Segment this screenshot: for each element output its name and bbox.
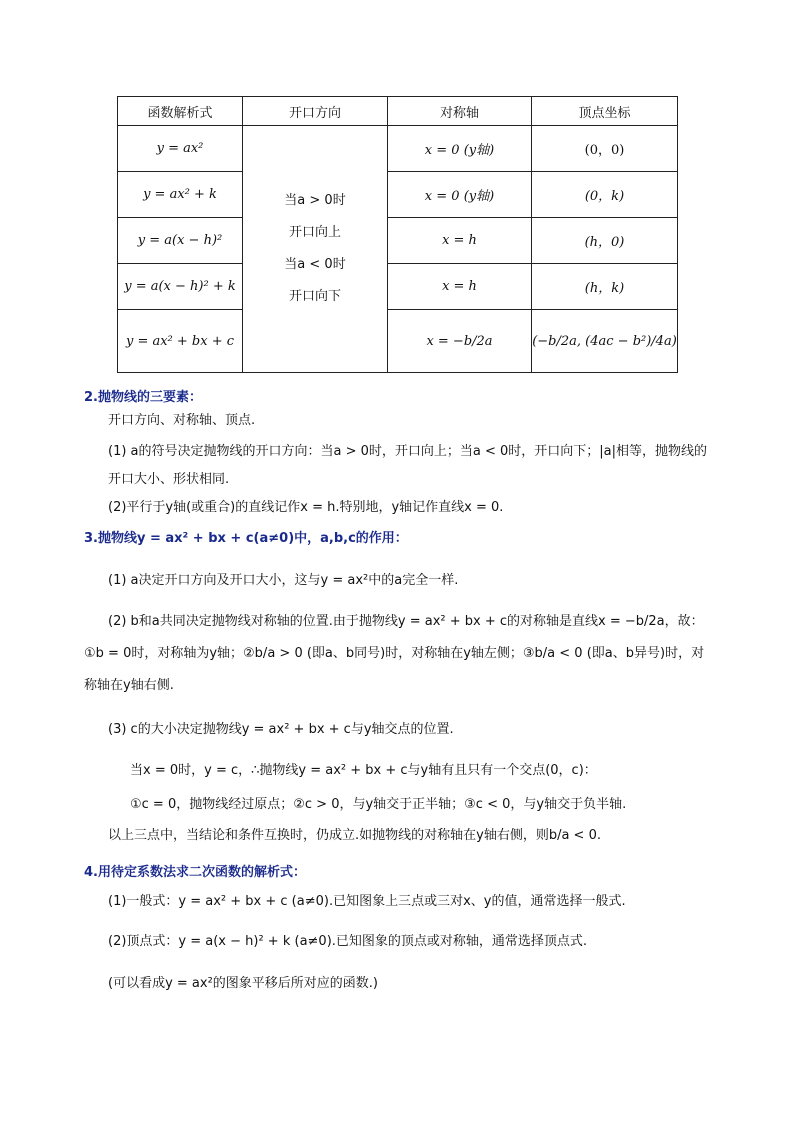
cell-axis: x = h — [388, 264, 532, 310]
open-down: 开口向下 — [288, 289, 341, 304]
cell-vertex: (h，0) — [532, 218, 678, 264]
section4-item1: (1)一般式：y = ax² + bx + c (a≠0).已知图象上三点或三对x、y的值，通常选择一般式. — [108, 894, 626, 909]
cell-open-direction — [243, 126, 388, 373]
open-up: 开口向上 — [288, 225, 341, 240]
section2-item1: (1) a的符号决定抛物线的开口方向：当a > 0时，开口向上；当a < 0时，开口向下；|a|相等，抛物线的开口大小、形状相同. — [108, 444, 708, 487]
section2-intro: 开口方向、对称轴、顶点. — [108, 413, 256, 428]
cell-vertex: (0，k) — [532, 172, 678, 218]
cell-formula: y = a(x − h)² — [118, 218, 243, 264]
section3-heading: 3.抛物线y = ax² + bx + c(a≠0)中，a,b,c的作用： — [84, 531, 408, 546]
section3-item1: (1) a决定开口方向及开口大小，这与y = ax²中的a完全一样. — [108, 573, 459, 588]
section4-heading: 4.用待定系数法求二次函数的解析式： — [84, 865, 306, 880]
cell-axis: x = −b/2a — [388, 310, 532, 373]
cell-axis: x = h — [388, 218, 532, 264]
header-formula: 函数解析式 — [118, 97, 243, 126]
cell-axis: x = 0 (y轴) — [388, 126, 532, 172]
cell-formula: y = ax² + k — [118, 172, 243, 218]
cell-vertex: (h，k) — [532, 264, 678, 310]
header-vertex: 顶点坐标 — [532, 97, 678, 126]
open-cond-negative: 当a < 0时 — [284, 257, 346, 272]
table-row — [118, 126, 678, 172]
table-row — [118, 310, 678, 373]
cell-axis: x = 0 (y轴) — [388, 172, 532, 218]
header-open-direction: 开口方向 — [243, 97, 388, 126]
section3-item3-cases: ①c = 0，抛物线经过原点；②c > 0，与y轴交于正半轴；③c < 0，与y轴交于负半轴. — [130, 797, 627, 812]
section3-conclusion: 以上三点中，当结论和条件互换时，仍成立.如抛物线的对称轴在y轴右侧，则b/a < 0. — [108, 828, 601, 843]
section4-note: (可以看成y = ax²的图象平移后所对应的函数.) — [108, 976, 378, 991]
cell-vertex: (−b/2a, (4ac − b²)/4a) — [532, 310, 678, 373]
section3-item3: (3) c的大小决定抛物线y = ax² + bx + c与y轴交点的位置. — [108, 722, 454, 737]
section3-item2: (2) b和a共同决定抛物线对称轴的位置.由于抛物线y = ax² + bx + c的对称轴是直线x = −b/2a，故：①b = 0时，对称轴为y轴；②b/a > 0 (即a、b同号)时，对称轴在y轴左侧；③b/a < 0 (即a、b异号)时，对称轴在y轴右侧. — [84, 614, 705, 693]
header-axis: 对称轴 — [388, 97, 532, 126]
open-cond-positive: 当a > 0时 — [284, 193, 346, 208]
table-header-row — [118, 97, 678, 126]
cell-formula: y = ax² — [118, 126, 243, 172]
quadratic-function-table — [117, 96, 678, 373]
table-row — [118, 264, 678, 310]
cell-formula: y = ax² + bx + c — [118, 310, 243, 373]
cell-vertex: (0，0) — [532, 126, 678, 172]
section4-item2: (2)顶点式：y = a(x − h)² + k (a≠0).已知图象的顶点或对称轴，通常选择顶点式. — [108, 934, 588, 949]
table-row — [118, 218, 678, 264]
section2-heading: 2.抛物线的三要素： — [84, 390, 202, 405]
section3-item3-detail: 当x = 0时，y = c，∴抛物线y = ax² + bx + c与y轴有且只有一个交点(0，c)： — [130, 763, 597, 778]
table-row — [118, 172, 678, 218]
section2-item2: (2)平行于y轴(或重合)的直线记作x = h.特别地，y轴记作直线x = 0. — [108, 500, 504, 515]
cell-formula: y = a(x − h)² + k — [118, 264, 243, 310]
